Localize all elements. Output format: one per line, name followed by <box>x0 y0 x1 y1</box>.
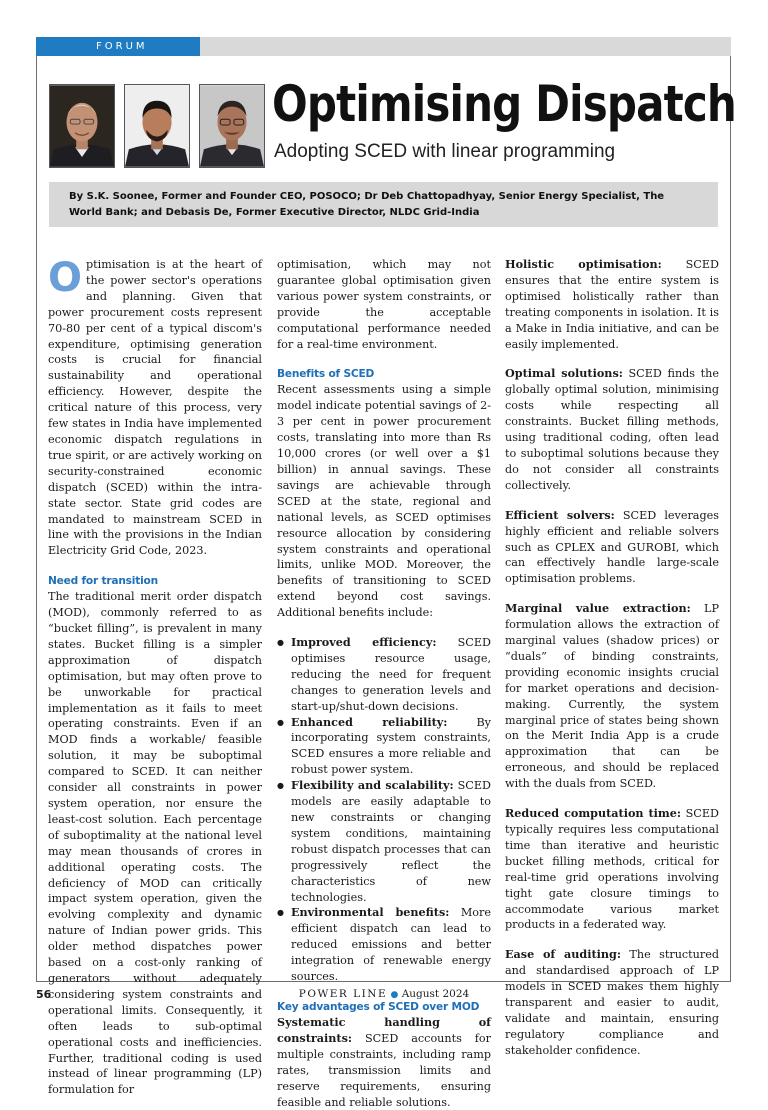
bullet-text: SCED models are easily adaptable to new constraints or changing system conditions, maintaining robust dispatch processes that can progressively reflect the characteristics of new technologies. <box>291 779 491 904</box>
paragraph-text: LP formulation allows the extraction of marginal values (shadow prices) or “duals” of binding constraints, providing economic insights crucial for market operations and decision-making. Currently, the system marginal price of states being shown on the Merit India App is a crude approximation that can be erroneous, and should be replaced with the duals from SCED. <box>505 602 719 791</box>
continued-paragraph: optimisation, which may not guarantee global optimisation given various power system constraints, or provide the acceptable computational performance needed for a real-time environment. <box>277 258 491 351</box>
magazine-name: POWER LINE <box>298 988 388 1000</box>
bullet-term: Environmental benefits: <box>291 905 450 920</box>
issue-date: August 2024 <box>401 988 470 1000</box>
bullet-text: More efficient dispatch can lead to reduced emissions and better integration of renewable energy sources. <box>291 906 491 984</box>
list-item <box>277 905 491 985</box>
section-tag: FORUM <box>36 37 200 56</box>
author-photo-de <box>199 84 265 168</box>
portrait-image <box>200 85 264 167</box>
bullet-dot-icon: ● <box>390 990 399 1000</box>
advantage-paragraph <box>505 806 719 933</box>
paragraph-term: Efficient solvers: <box>505 507 615 522</box>
paragraph-term: Ease of auditing: <box>505 947 621 962</box>
article-subtitle: Adopting SCED with linear programming <box>274 141 616 162</box>
paragraph-text: The structured and standardised approach of LP models in SCED makes them highly transparent and easier to audit, validate and maintain, ensuring regulatory compliance and stakeholder confidence. <box>505 948 719 1057</box>
heading-need-for-transition: Need for transition <box>48 575 158 588</box>
bullet-text: SCED optimises resource usage, reducing the need for frequent changes to generation levels and start-up/shut-down decisions. <box>291 636 491 713</box>
advantage-paragraph <box>505 947 719 1058</box>
list-item <box>277 778 491 905</box>
intro-text: ptimisation is at the heart of the power sector's operations and planning. Given that power procurement costs represent 70-80 per cent of a typical discom's expenditure, optimising generation costs is crucial for financial sustainability and operational efficiency. However, despite the critical nature of this process, very few states in India have implemented economic dispatch regulations in true spirit, or are actively working on security-constrained economic dispatch (SCED) within the intra-state sector. State grid codes are mandated to mainstream SCED in line with the provisions in the Indian Electricity Grid Code, 2023. <box>48 258 262 558</box>
advantage-paragraph <box>505 257 719 352</box>
advantage-paragraph <box>505 508 719 588</box>
bullet-term: Flexibility and scalability: <box>291 778 454 793</box>
paragraph-text: SCED typically requires less computational time than iterative and heuristic bucket filling methods, critical for real-time grid operations involving tight gate closure timings to accommodate various market products in a federated way. <box>505 807 719 932</box>
paragraph-term: Reduced computation time: <box>505 806 682 821</box>
column-3 <box>505 257 719 1059</box>
author-photo-chattopadhyay <box>124 84 190 168</box>
column-1 <box>48 257 262 1098</box>
paragraph-term: Optimal solutions: <box>505 366 623 381</box>
advantage-paragraph <box>505 601 719 792</box>
portrait-image <box>50 85 114 167</box>
article-title: Optimising Dispatch <box>272 75 736 133</box>
benefits-paragraph: Recent assessments using a simple model indicate potential savings of 2-3 per cent in power procurement costs, translating into more than Rs 10,000 crores (or well over a $1 billion) in annual savings. These savings are achievable through SCED at the state, regional and national levels, as SCED optimises resource allocation by considering system constraints and operational limits, unlike MOD. Moreover, the benefits of transitioning to SCED extend beyond cost savings. Additional benefits include: <box>277 383 491 620</box>
bullet-text: By incorporating system constraints, SCED ensures a more reliable and robust power system. <box>291 715 491 777</box>
heading-key-advantages: Key advantages of SCED over MOD <box>277 1000 480 1013</box>
paragraph-text: SCED ensures that the entire system is optimised holistically rather than treating components in isolation. It is a Make in India initiative, and can be easily implemented. <box>505 258 720 351</box>
paragraph-text: SCED accounts for multiple constraints, including ramp rates, transmission limits and reserve requirements, ensuring feasible and reliable solutions. <box>277 1031 491 1109</box>
paragraph-term: Holistic optimisation: <box>505 257 662 271</box>
column-2 <box>277 257 491 1110</box>
bullet-term: Enhanced reliability: <box>291 714 448 729</box>
paragraph-term: Marginal value extraction: <box>505 601 691 616</box>
portrait-image <box>125 85 189 167</box>
section-bar <box>36 37 731 56</box>
advantage-paragraph <box>505 366 719 493</box>
paragraph-text: SCED finds the globally optimal solution, minimising costs while respecting all constraints. Bucket filling methods, using traditional coding, often lead to suboptimal solutions because they do not consider all constraints collectively. <box>505 367 719 492</box>
list-item <box>277 635 491 715</box>
drop-cap: O <box>48 255 83 301</box>
bullet-term: Improved efficiency: <box>291 635 437 650</box>
benefits-list <box>277 635 491 985</box>
heading-benefits: Benefits of SCED <box>277 368 375 381</box>
page-number: 56 <box>36 988 52 1001</box>
paragraph-term: Systematic handling of constraints: <box>277 1014 491 1045</box>
author-photo-soonee <box>49 84 115 168</box>
paragraph-text: SCED leverages highly efficient and reliable solvers such as CPLEX and GUROBI, which can effectively handle large-scale optimisation problems. <box>505 508 719 586</box>
intro-paragraph <box>48 257 262 559</box>
need-paragraph: The traditional merit order dispatch (MOD), commonly referred to as “bucket filling”, is prevalent in many states. Bucket filling is a simpler approximation of dispatch optimisation, but may often prove to be unworkable for practical implementation as it fails to meet operating constraints. Even if an MOD finds a workable/ feasible solution, it may be suboptimal compared to SCED. It can neither consider all constraints in power system operation, nor ensure the least-cost solution. Each percentage of suboptimality at the national level may mean thousands of crores in additional operating costs. The deficiency of MOD can critically impact system operation, given the evolving complexity and dynamic nature of Indian power grids. This older method dispatches power based on a cost-only ranking of generators without adequately considering system constraints and operational limits. Consequently, it often leads to sub-optimal operational costs and inefficiencies. Further, traditional coding is used instead of linear programming (LP) formulation for <box>48 590 262 1097</box>
footer-publication <box>0 988 768 1000</box>
systematic-paragraph <box>277 1015 491 1110</box>
list-item <box>277 715 491 779</box>
author-byline: By S.K. Soonee, Former and Founder CEO, POSOCO; Dr Deb Chattopadhyay, Senior Energy Specialist, The World Bank; and Debasis De, Former Executive Director, NLDC Grid-India <box>49 182 718 227</box>
